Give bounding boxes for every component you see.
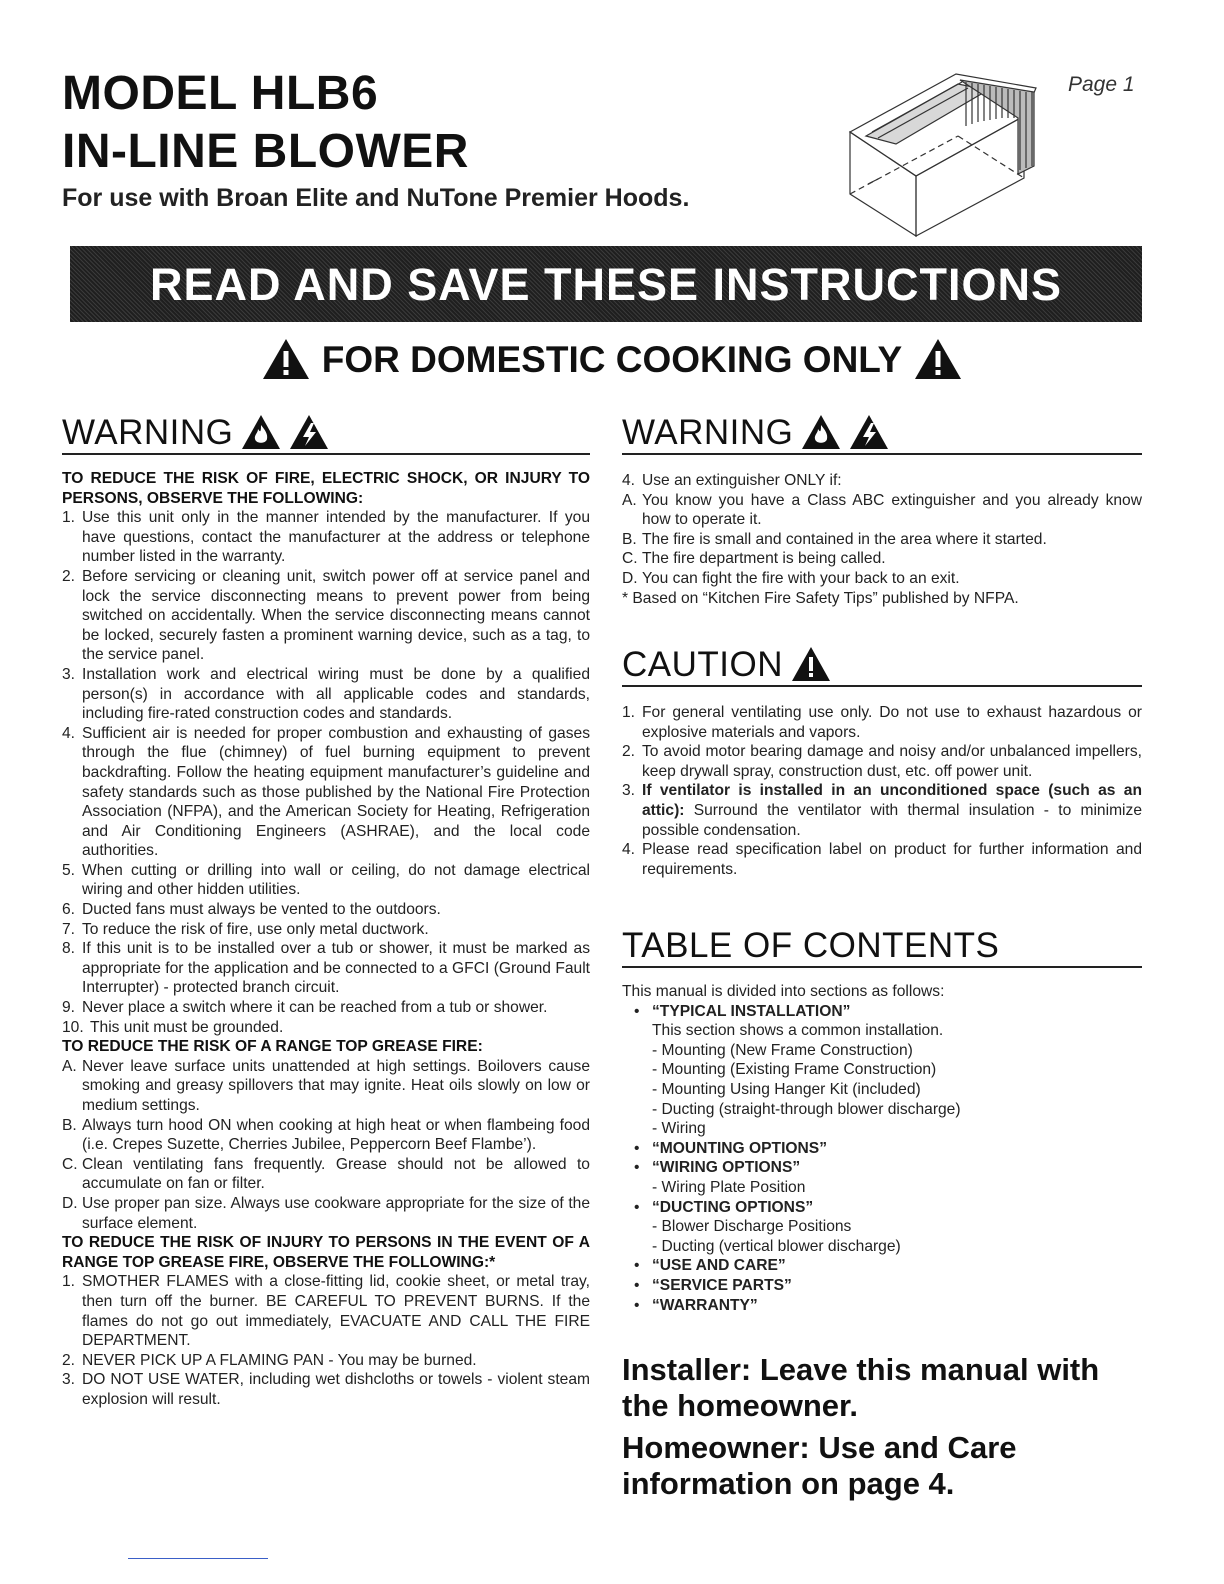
list-item [62,920,590,940]
item-number: 3. [62,665,76,683]
item-text-rest: Surround the ventilator with thermal insulation - to minimize possible condensation. [642,801,1142,839]
item-text: Always turn hood ON when cooking at high heat or when flambeing food (i.e. Crepes Suzette, Cherries Jubilee, Peppercorn Beef Flambe’). [82,1116,590,1154]
list-item [622,569,1142,589]
item-bold-text: If ventilator is installed in an unconditioned space (such as an attic): [642,782,1142,819]
bullet-icon: • [634,1139,640,1157]
warning-left-title: WARNING [62,413,234,452]
item-text: To reduce the risk of fire, use only metal ductwork. [82,920,429,938]
list-item [622,491,1142,530]
toc-subitem: - Mounting Using Hanger Kit (included) [652,1080,921,1098]
electric-shock-icon [849,414,889,450]
bullet-icon: • [634,1159,640,1177]
toc-item-label: “WARRANTY” [652,1296,758,1314]
list-item [622,781,1142,840]
caution-title: CAUTION [622,645,783,684]
item-number: 7. [62,920,76,938]
toc-title: TABLE OF CONTENTS [622,926,1000,965]
domestic-cooking-text: FOR DOMESTIC COOKING ONLY [321,338,903,380]
item-text: Clean ventilating fans frequently. Grease should not be allowed to accumulate on fan or filter. [82,1155,590,1193]
bullet-icon: • [634,1257,640,1275]
warning-triangle-icon [914,338,962,380]
item-number: 1. [62,1273,76,1291]
toc-item-service-parts[interactable] [622,1276,1142,1296]
fire-hazard-icon [241,414,281,450]
item-number: 4. [62,724,76,742]
item-number: 4. [622,472,636,489]
item-text: To avoid motor bearing damage and noisy and/or unbalanced impellers, keep drywall spray, construction dust, etc. off power unit. [642,743,1142,780]
list-item [62,724,590,861]
bullet-icon: • [634,1002,640,1020]
item-letter: A. [622,491,637,509]
item-letter: D. [62,1194,78,1212]
item-letter: B. [62,1116,77,1134]
model-title: MODEL HLB6 [62,67,379,120]
grease-fire-heading: TO REDUCE THE RISK OF A RANGE TOP GREASE FIRE: [62,1038,483,1056]
read-save-banner [70,246,1142,322]
toc-item-typical-installation[interactable] [622,1002,1142,1022]
list-item [622,840,1142,879]
warning-right-heading [622,414,1142,455]
item-letter: C. [62,1155,78,1173]
toc-item-label: “USE AND CARE” [652,1257,786,1275]
item-text: You can fight the fire with your back to an exit. [642,569,960,587]
item-number: 5. [62,861,76,879]
list-item [622,471,1142,491]
toc-typical-description: This section shows a common installation. [652,1022,944,1040]
fire-hazard-icon [801,414,841,450]
item-text: Please read specification label on product for further information and requirements. [642,841,1142,878]
toc-subitem: - Mounting (New Frame Construction) [652,1041,913,1059]
item-number: 9. [62,999,76,1017]
warning-left-intro: TO REDUCE THE RISK OF FIRE, ELECTRIC SHOCK, OR INJURY TO PERSONS, OBSERVE THE FOLLOWING: [62,470,590,507]
item-letter: D. [622,569,638,587]
item-text: SMOTHER FLAMES with a close-fitting lid, cookie sheet, or metal tray, then turn off the burner. BE CAREFUL TO PREVENT BURNS. If the flames do not go out immediately, EVACUATE AND CALL THE FIRE DEPARTMENT. [82,1273,590,1350]
list-item [622,742,1142,781]
list-item [62,900,590,920]
domestic-cooking-notice [0,338,1224,380]
page-number: Page 1 [1068,73,1135,96]
homeowner-note: Homeowner: Use and Care information on page 4. [622,1430,1017,1501]
item-text: NEVER PICK UP A FLAMING PAN - You may be burned. [82,1351,477,1369]
list-item [62,998,590,1018]
item-text: The fire is small and contained in the area where it started. [642,530,1047,548]
item-text: This unit must be grounded. [90,1018,284,1036]
list-item [622,549,1142,569]
toc-item-mounting-options[interactable] [622,1139,1142,1159]
item-text: Use proper pan size. Always use cookware appropriate for the size of the surface element. [82,1194,590,1232]
toc-intro: This manual is divided into sections as follows: [622,983,945,1000]
item-text: DO NOT USE WATER, including wet dishcloths or towels - violent steam explosion will result. [82,1371,590,1408]
list-item [622,703,1142,742]
item-text: If this unit is to be installed over a tub or shower, it must be marked as appropriate for the application and be connected to a GFCI (Ground Fault Interrupter) - protected branch circuit. [82,940,590,997]
item-letter: C. [622,550,638,568]
toc-item-label: “TYPICAL INSTALLATION” [652,1002,851,1020]
toc-subitem: - Blower Discharge Positions [652,1218,852,1236]
footer-rule [128,1558,268,1559]
list-item [62,1351,590,1371]
toc-subitem: - Mounting (Existing Frame Construction) [652,1061,937,1079]
product-title: IN-LINE BLOWER [62,125,469,178]
item-text: For general ventilating use only. Do not use to exhaust hazardous or explosive materials and vapors. [642,704,1142,741]
warning-right-section [622,414,1142,608]
list-item [62,567,590,665]
list-item [62,665,590,724]
list-item [62,1272,590,1350]
item-text: When cutting or drilling into wall or ceiling, do not damage electrical wiring and other hidden utilities. [82,861,590,899]
item-number: 10. [62,1018,84,1036]
item-text: Never leave surface units unattended at high settings. Boilovers cause smoking and greasy spillovers that may ignite. Heat oils slowly on low or medium settings. [82,1057,590,1114]
toc-item-label: “MOUNTING OPTIONS” [652,1139,827,1157]
toc-item-warranty[interactable] [622,1296,1142,1316]
warning-triangle-icon [262,338,310,380]
list-item [62,1018,590,1038]
toc-item-label: “DUCTING OPTIONS” [652,1198,814,1216]
toc-subitem: - Wiring Plate Position [652,1178,806,1196]
warning-left-section [62,414,590,1410]
caution-heading [622,646,1142,687]
warning-right-title: WARNING [622,413,794,452]
item-number: 3. [62,1371,76,1389]
list-item [62,1116,590,1155]
item-text [642,781,1142,840]
item-number: 2. [62,1351,76,1369]
item-number: 6. [62,901,76,919]
toc-body [622,982,1142,1315]
item-text: Ducted fans must always be vented to the outdoors. [82,901,441,919]
item-text: Before servicing or cleaning unit, switch power off at service panel and lock the service disconnecting means to prevent power from being switched on accidentally. When the service disconnecting means cannot be locked, securely fasten a prominent warning device, such as a tag, to the service panel. [82,567,590,664]
injury-heading: TO REDUCE THE RISK OF INJURY TO PERSONS IN THE EVENT OF A RANGE TOP GREASE FIRE, OBSERVE THE FOLLOWING:* [62,1234,590,1271]
toc-section [622,928,1142,1315]
toc-item-label: “SERVICE PARTS” [652,1276,792,1294]
item-letter: B. [622,530,637,548]
item-text: Sufficient air is needed for proper combustion and exhausting of gases through the flue (chimney) of fuel burning equipment to prevent backdrafting. Follow the heating equipment manufacturer’s guideline and safety standards such as those published by the National Fire Protection Association (NFPA), and the American Society for Heating, Refrigeration and Air Conditioning Engineers (ASHRAE), and the local code authorities. [82,724,590,860]
warning-left-body [62,469,590,1410]
item-text: Use this unit only in the manner intended by the manufacturer. If you have questions, contact the manufacturer at the address or telephone number listed in the warranty. [82,509,590,566]
warning-right-body [622,471,1142,608]
item-number: 3. [622,782,636,800]
list-item [62,1194,590,1233]
caution-body [622,703,1142,879]
item-number: 1. [62,509,76,527]
toc-item-use-and-care[interactable] [622,1256,1142,1276]
toc-item-label: “WIRING OPTIONS” [652,1159,801,1177]
toc-subitem: - Wiring [652,1120,706,1138]
list-item [62,1057,590,1116]
bullet-icon: • [634,1198,640,1216]
list-item [62,939,590,998]
item-text: Use an extinguisher ONLY if: [642,472,842,489]
item-text: Installation work and electrical wiring must be done by a qualified person(s) in accordance with all applicable codes and standards, including fire-rated construction codes and standards. [82,665,590,723]
item-text: Never place a switch where it can be reached from a tub or shower. [82,999,548,1017]
warning-triangle-icon [791,646,831,682]
list-item [62,1370,590,1409]
item-letter: A. [62,1057,77,1075]
toc-item-wiring-options[interactable] [622,1158,1142,1178]
toc-subitem: - Ducting (vertical blower discharge) [652,1237,901,1255]
bullet-icon: • [634,1296,640,1314]
item-text: You know you have a Class ABC extinguisher and you already know how to operate it. [642,491,1142,529]
list-item [62,508,590,567]
blower-illustration [838,66,1054,242]
bullet-icon: • [634,1276,640,1294]
warning-left-heading [62,414,590,455]
item-text: The fire department is being called. [642,550,886,568]
electric-shock-icon [289,414,329,450]
list-item [62,861,590,900]
toc-item-ducting-options[interactable] [622,1198,1142,1218]
list-item [62,1155,590,1194]
caution-section [622,646,1142,879]
item-number: 2. [622,743,636,761]
banner-text: READ AND SAVE THESE INSTRUCTIONS [149,258,1063,310]
subtitle: For use with Broan Elite and NuTone Premier Hoods. [62,184,690,212]
item-number: 8. [62,940,76,958]
installer-note: Installer: Leave this manual with the homeowner. [622,1352,1100,1423]
nfpa-footnote: * Based on “Kitchen Fire Safety Tips” published by NFPA. [622,589,1019,607]
toc-heading [622,928,1142,968]
item-number: 4. [622,841,636,859]
item-number: 2. [62,567,76,585]
list-item [622,530,1142,550]
item-number: 1. [622,704,636,721]
toc-subitem: - Ducting (straight-through blower discharge) [652,1100,961,1118]
